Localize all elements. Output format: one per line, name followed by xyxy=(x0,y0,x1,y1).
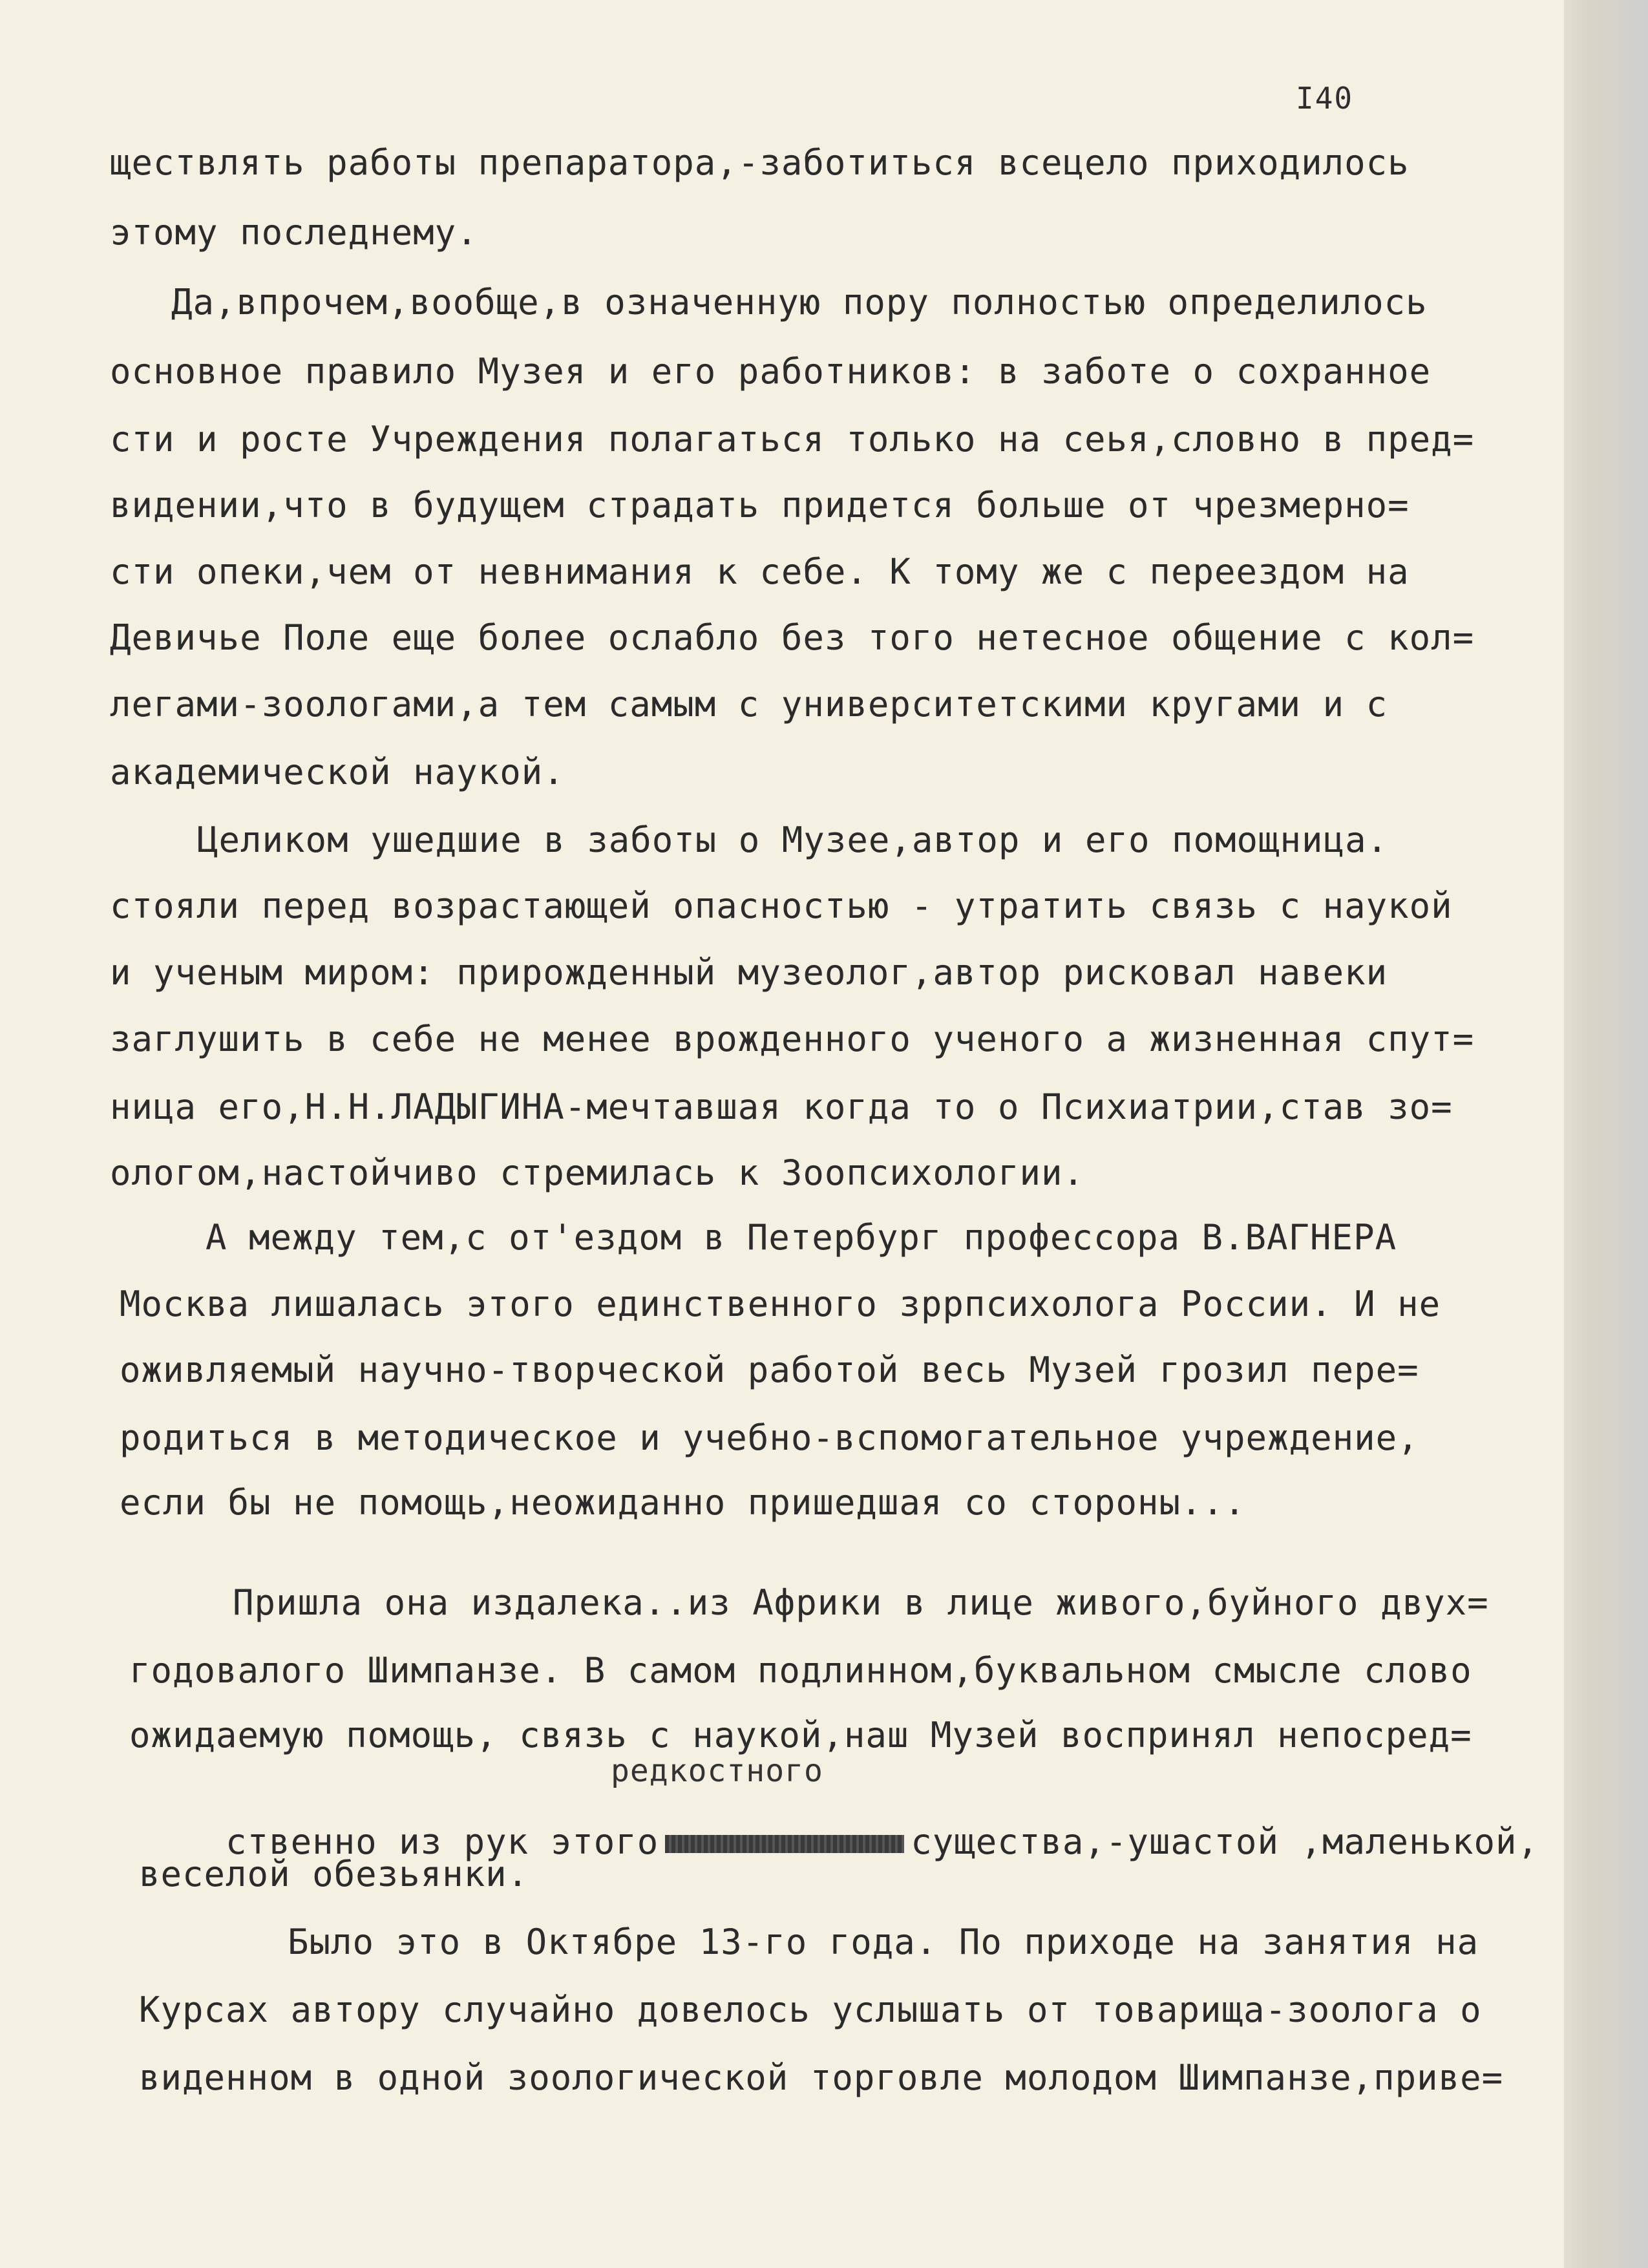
text-line: годовалого Шимпанзе. В самом подлинном,буквальном смысле слово xyxy=(129,1650,1472,1691)
text-line: академической наукой. xyxy=(110,752,565,792)
struck-out-word xyxy=(665,1835,904,1853)
text-line: сти и росте Учреждения полагаться только на сеья,словно в пред= xyxy=(110,419,1475,460)
text-line: виденном в одной зоологической торговле молодом Шимпанзе,приве= xyxy=(139,2057,1504,2098)
text-line: легами-зоологами,а тем самым с университетскими кругами и с xyxy=(110,684,1388,725)
text-line: ожидаемую помощь, связь с наукой,наш Музей воспринял непосред= xyxy=(129,1715,1472,1755)
text-line: ница его,Н.Н.ЛАДЫГИНА-мечтавшая когда то о Психиатрии,став зо= xyxy=(110,1086,1453,1127)
text-line: этому последнему. xyxy=(110,212,478,253)
text-line: Было это в Октябре 13-го года. По приходе на занятия на xyxy=(288,1922,1479,1962)
text-line: оживляемый научно-творческой работой весь Музей грозил пере= xyxy=(120,1350,1419,1390)
text-line: А между тем,с от'ездом в Петербург профессора В.ВАГНЕРА xyxy=(206,1217,1397,1258)
text-line: веселой обезьянки. xyxy=(139,1854,529,1894)
page-number: I40 xyxy=(1296,81,1354,116)
text-segment: существа,-ушастой ,маленькой, xyxy=(911,1821,1539,1862)
text-line: заглушить в себе не менее врожденного ученого а жизненная спут= xyxy=(110,1019,1475,1059)
text-line: Москва лишалась этого единственного зррпсихолога России. И не xyxy=(120,1284,1441,1324)
text-line: видении,что в будущем страдать придется больше от чрезмерно= xyxy=(110,485,1410,525)
text-line: Пришла она издалека..из Африки в лице живого,буйного двух= xyxy=(233,1582,1489,1623)
text-line: и ученым миром: прирожденный музеолог,автор рисковал навеки xyxy=(110,952,1388,993)
text-line: родиться в методическое и учебно-вспомогательное учреждение, xyxy=(120,1417,1419,1458)
text-line: если бы не помощь,неожиданно пришедшая со стороны... xyxy=(120,1482,1246,1523)
text-segment: ственно из рук этого xyxy=(226,1821,659,1862)
text-line: основное правило Музея и его работников: в заботе о сохранное xyxy=(110,351,1431,392)
page-edge xyxy=(1564,0,1648,2268)
text-line: Да,впрочем,вообще,в означенную пору полностью определилось xyxy=(171,282,1428,323)
text-line: сти опеки,чем от невнимания к себе. К тому же с переездом на xyxy=(110,551,1410,592)
text-line: ществлять работы препаратора,-заботиться всецело приходилось xyxy=(110,142,1410,183)
text-line: стояли перед возрастающей опасностью - утратить связь с наукой xyxy=(110,885,1453,926)
handwritten-insertion: редкостного xyxy=(611,1753,823,1789)
text-line: Целиком ушедшие в заботы о Музее,автор и его помощница. xyxy=(197,820,1389,860)
text-line: Девичье Поле еще более ослабло без того нетесное общение с кол= xyxy=(110,617,1475,658)
text-line: ологом,настойчиво стремилась к Зоопсихологии. xyxy=(110,1152,1084,1193)
text-line: Курсах автору случайно довелось услышать от товарища-зоолога о xyxy=(139,1989,1482,2030)
